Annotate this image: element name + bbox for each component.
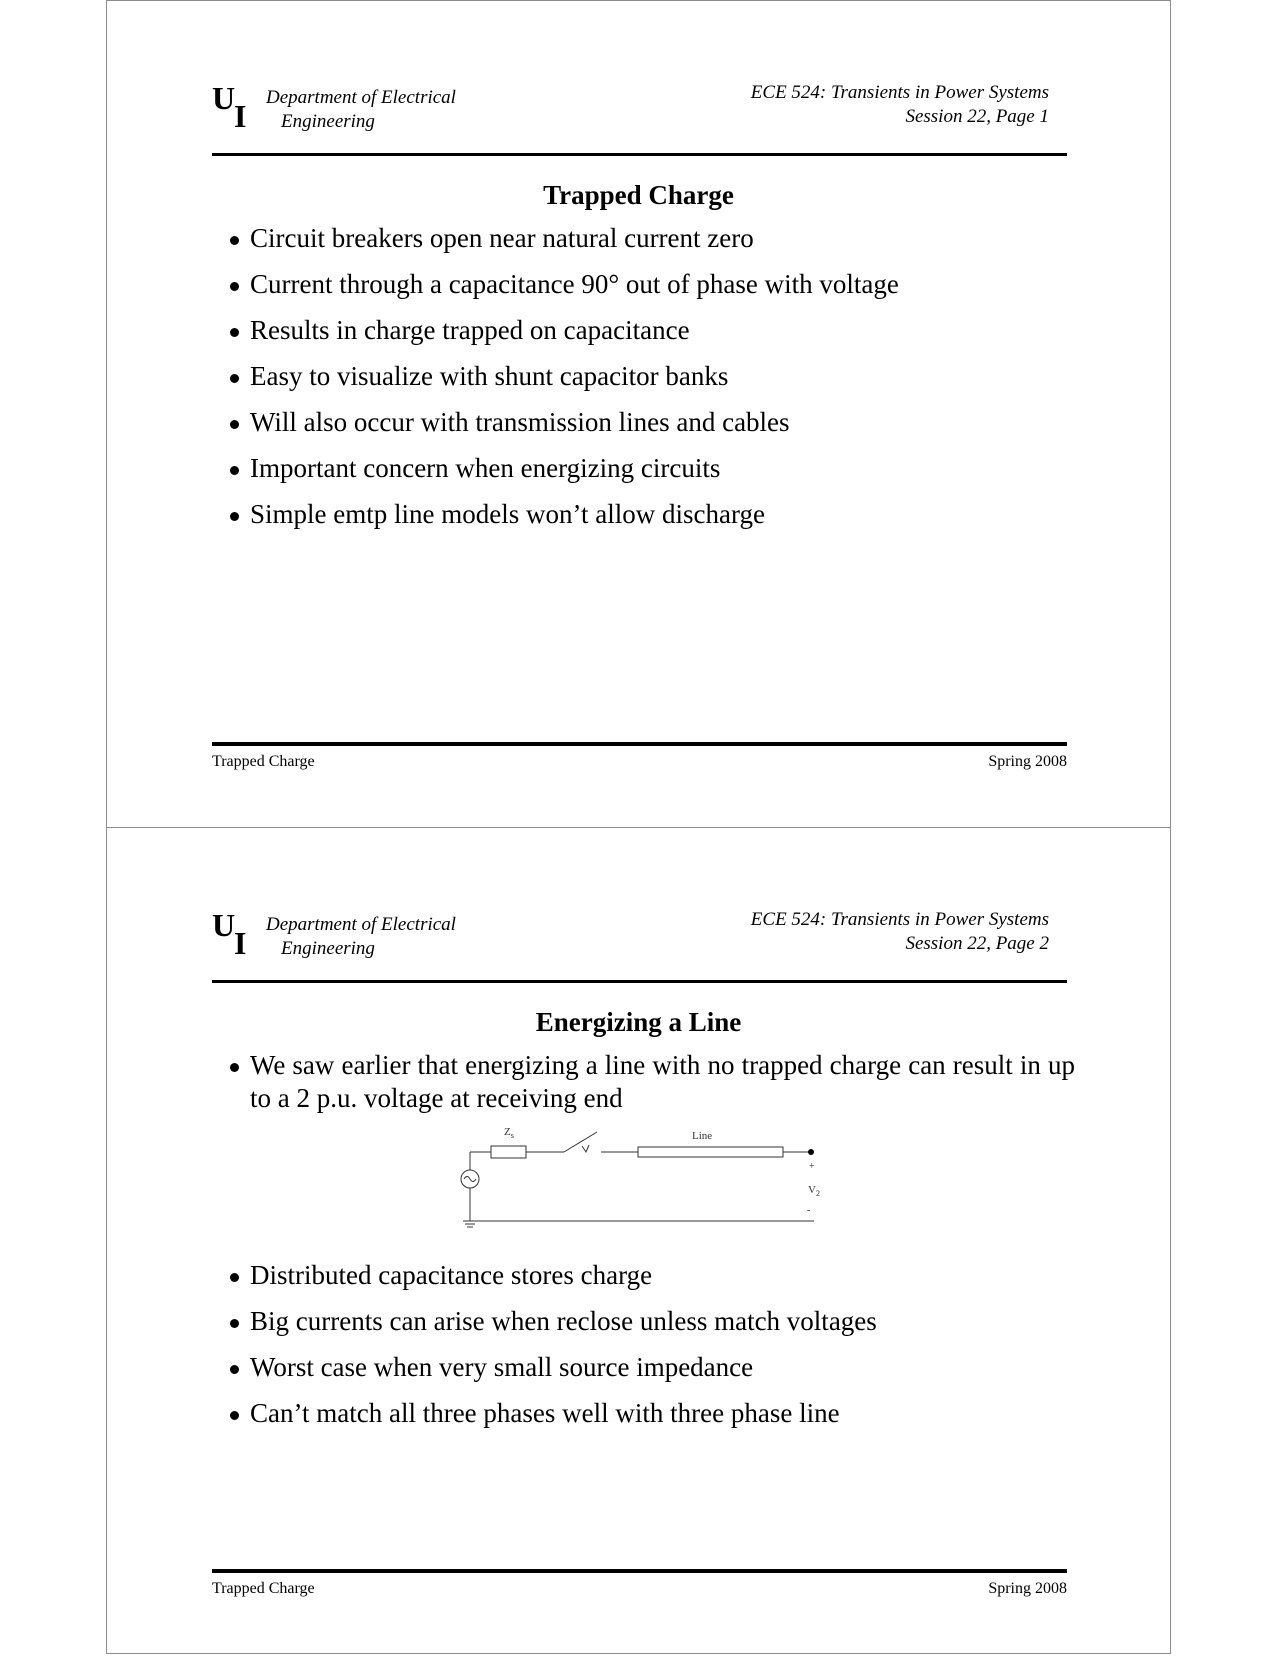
footer-rule <box>212 742 1067 746</box>
bullet-dot <box>230 1319 239 1328</box>
footer-rule <box>212 1569 1067 1573</box>
header-rule <box>212 153 1067 156</box>
bullet-text: Current through a capacitance 90° out of phase with voltage <box>250 269 899 299</box>
v2-label: $V_2$ <box>808 1184 820 1198</box>
bullet-item <box>230 406 1075 439</box>
header-rule <box>212 980 1067 983</box>
bullet-dot <box>230 236 239 245</box>
logo-letter-u: U <box>212 907 236 943</box>
intro-bullet-list <box>230 1049 1075 1128</box>
bullet-text: Worst case when very small source impedance <box>250 1352 754 1382</box>
footer-term: Spring 2008 <box>988 1580 1067 1597</box>
bullet-text: Can’t match all three phases well with three phase line <box>250 1398 840 1428</box>
bullet-list <box>230 222 1075 544</box>
line-label: Line <box>692 1130 713 1142</box>
session-page: Session 22, Page 1 <box>905 106 1049 127</box>
bullet-text: Important concern when energizing circuits <box>250 453 721 483</box>
bullet-item <box>230 1049 1075 1115</box>
slide-1 <box>106 0 1171 827</box>
source-impedance <box>491 1146 526 1158</box>
bullet-dot <box>230 1273 239 1282</box>
department-name <box>266 913 456 961</box>
bullet-dot <box>230 1365 239 1374</box>
bullet-dot <box>230 1411 239 1420</box>
course-header <box>751 908 1049 956</box>
course-title: ECE 524: Transients in Power Systems <box>750 82 1049 103</box>
bullet-text: Circuit breakers open near natural current zero <box>250 223 754 253</box>
bullet-dot <box>230 466 239 475</box>
slide-title: Trapped Charge <box>543 180 734 210</box>
receiving-node <box>808 1149 814 1155</box>
bullet-item <box>230 1259 1075 1292</box>
transmission-line <box>638 1147 783 1157</box>
university-logo <box>212 80 254 134</box>
logo-letter-u: U <box>212 80 236 116</box>
bullet-item <box>230 268 1075 301</box>
footer-topic: Trapped Charge <box>212 1580 315 1597</box>
bullet-dot <box>230 328 239 337</box>
bullet-list <box>230 1259 1075 1443</box>
bullet-dot <box>230 374 239 383</box>
breaker-arrow <box>582 1145 589 1152</box>
slide-title: Energizing a Line <box>535 1007 742 1037</box>
logo-letter-i: I <box>234 925 247 961</box>
bullet-dot <box>230 512 239 521</box>
bullet-dot <box>230 1063 239 1072</box>
bullet-item <box>230 1351 1075 1384</box>
bullet-text: Will also occur with transmission lines and cables <box>250 407 790 437</box>
course-header <box>751 81 1049 129</box>
plus-label: + <box>809 1161 815 1172</box>
footer-topic: Trapped Charge <box>212 753 315 770</box>
department-line-2: Engineering <box>281 938 375 959</box>
zs-label: $Z_s$ <box>504 1126 514 1140</box>
bullet-item <box>230 360 1075 393</box>
bullet-text: Distributed capacitance stores charge <box>250 1260 653 1290</box>
bullet-item <box>230 498 1075 531</box>
ac-source-wave <box>464 1177 476 1182</box>
university-logo <box>212 907 254 961</box>
bullet-text: Simple emtp line models won’t allow discharge <box>250 499 765 529</box>
footer-term: Spring 2008 <box>988 753 1067 770</box>
circuit-diagram <box>446 1122 846 1237</box>
bullet-text: We saw earlier that energizing a line with no trapped charge can result in up to a 2 p.u. voltage at receiving end <box>250 1050 1075 1113</box>
bullet-item <box>230 222 1075 255</box>
department-line-1: Department of Electrical <box>266 87 456 108</box>
department-line-1: Department of Electrical <box>266 914 456 935</box>
bullet-item <box>230 1305 1075 1338</box>
circuit-svg <box>446 1122 846 1237</box>
bullet-item <box>230 1397 1075 1430</box>
bullet-text: Big currents can arise when reclose unless match voltages <box>250 1306 877 1336</box>
logo-letter-i: I <box>234 98 247 134</box>
bullet-text: Easy to visualize with shunt capacitor banks <box>250 361 729 391</box>
bullet-item <box>230 314 1075 347</box>
bullet-dot <box>230 420 239 429</box>
course-title: ECE 524: Transients in Power Systems <box>750 909 1049 930</box>
slide-2 <box>106 827 1171 1654</box>
bullet-dot <box>230 282 239 291</box>
department-name <box>266 86 456 134</box>
session-page: Session 22, Page 2 <box>905 933 1049 954</box>
bullet-item <box>230 452 1075 485</box>
breaker-switch <box>564 1132 597 1152</box>
bullet-text: Results in charge trapped on capacitance <box>250 315 690 345</box>
department-line-2: Engineering <box>281 111 375 132</box>
minus-label: - <box>807 1205 811 1216</box>
